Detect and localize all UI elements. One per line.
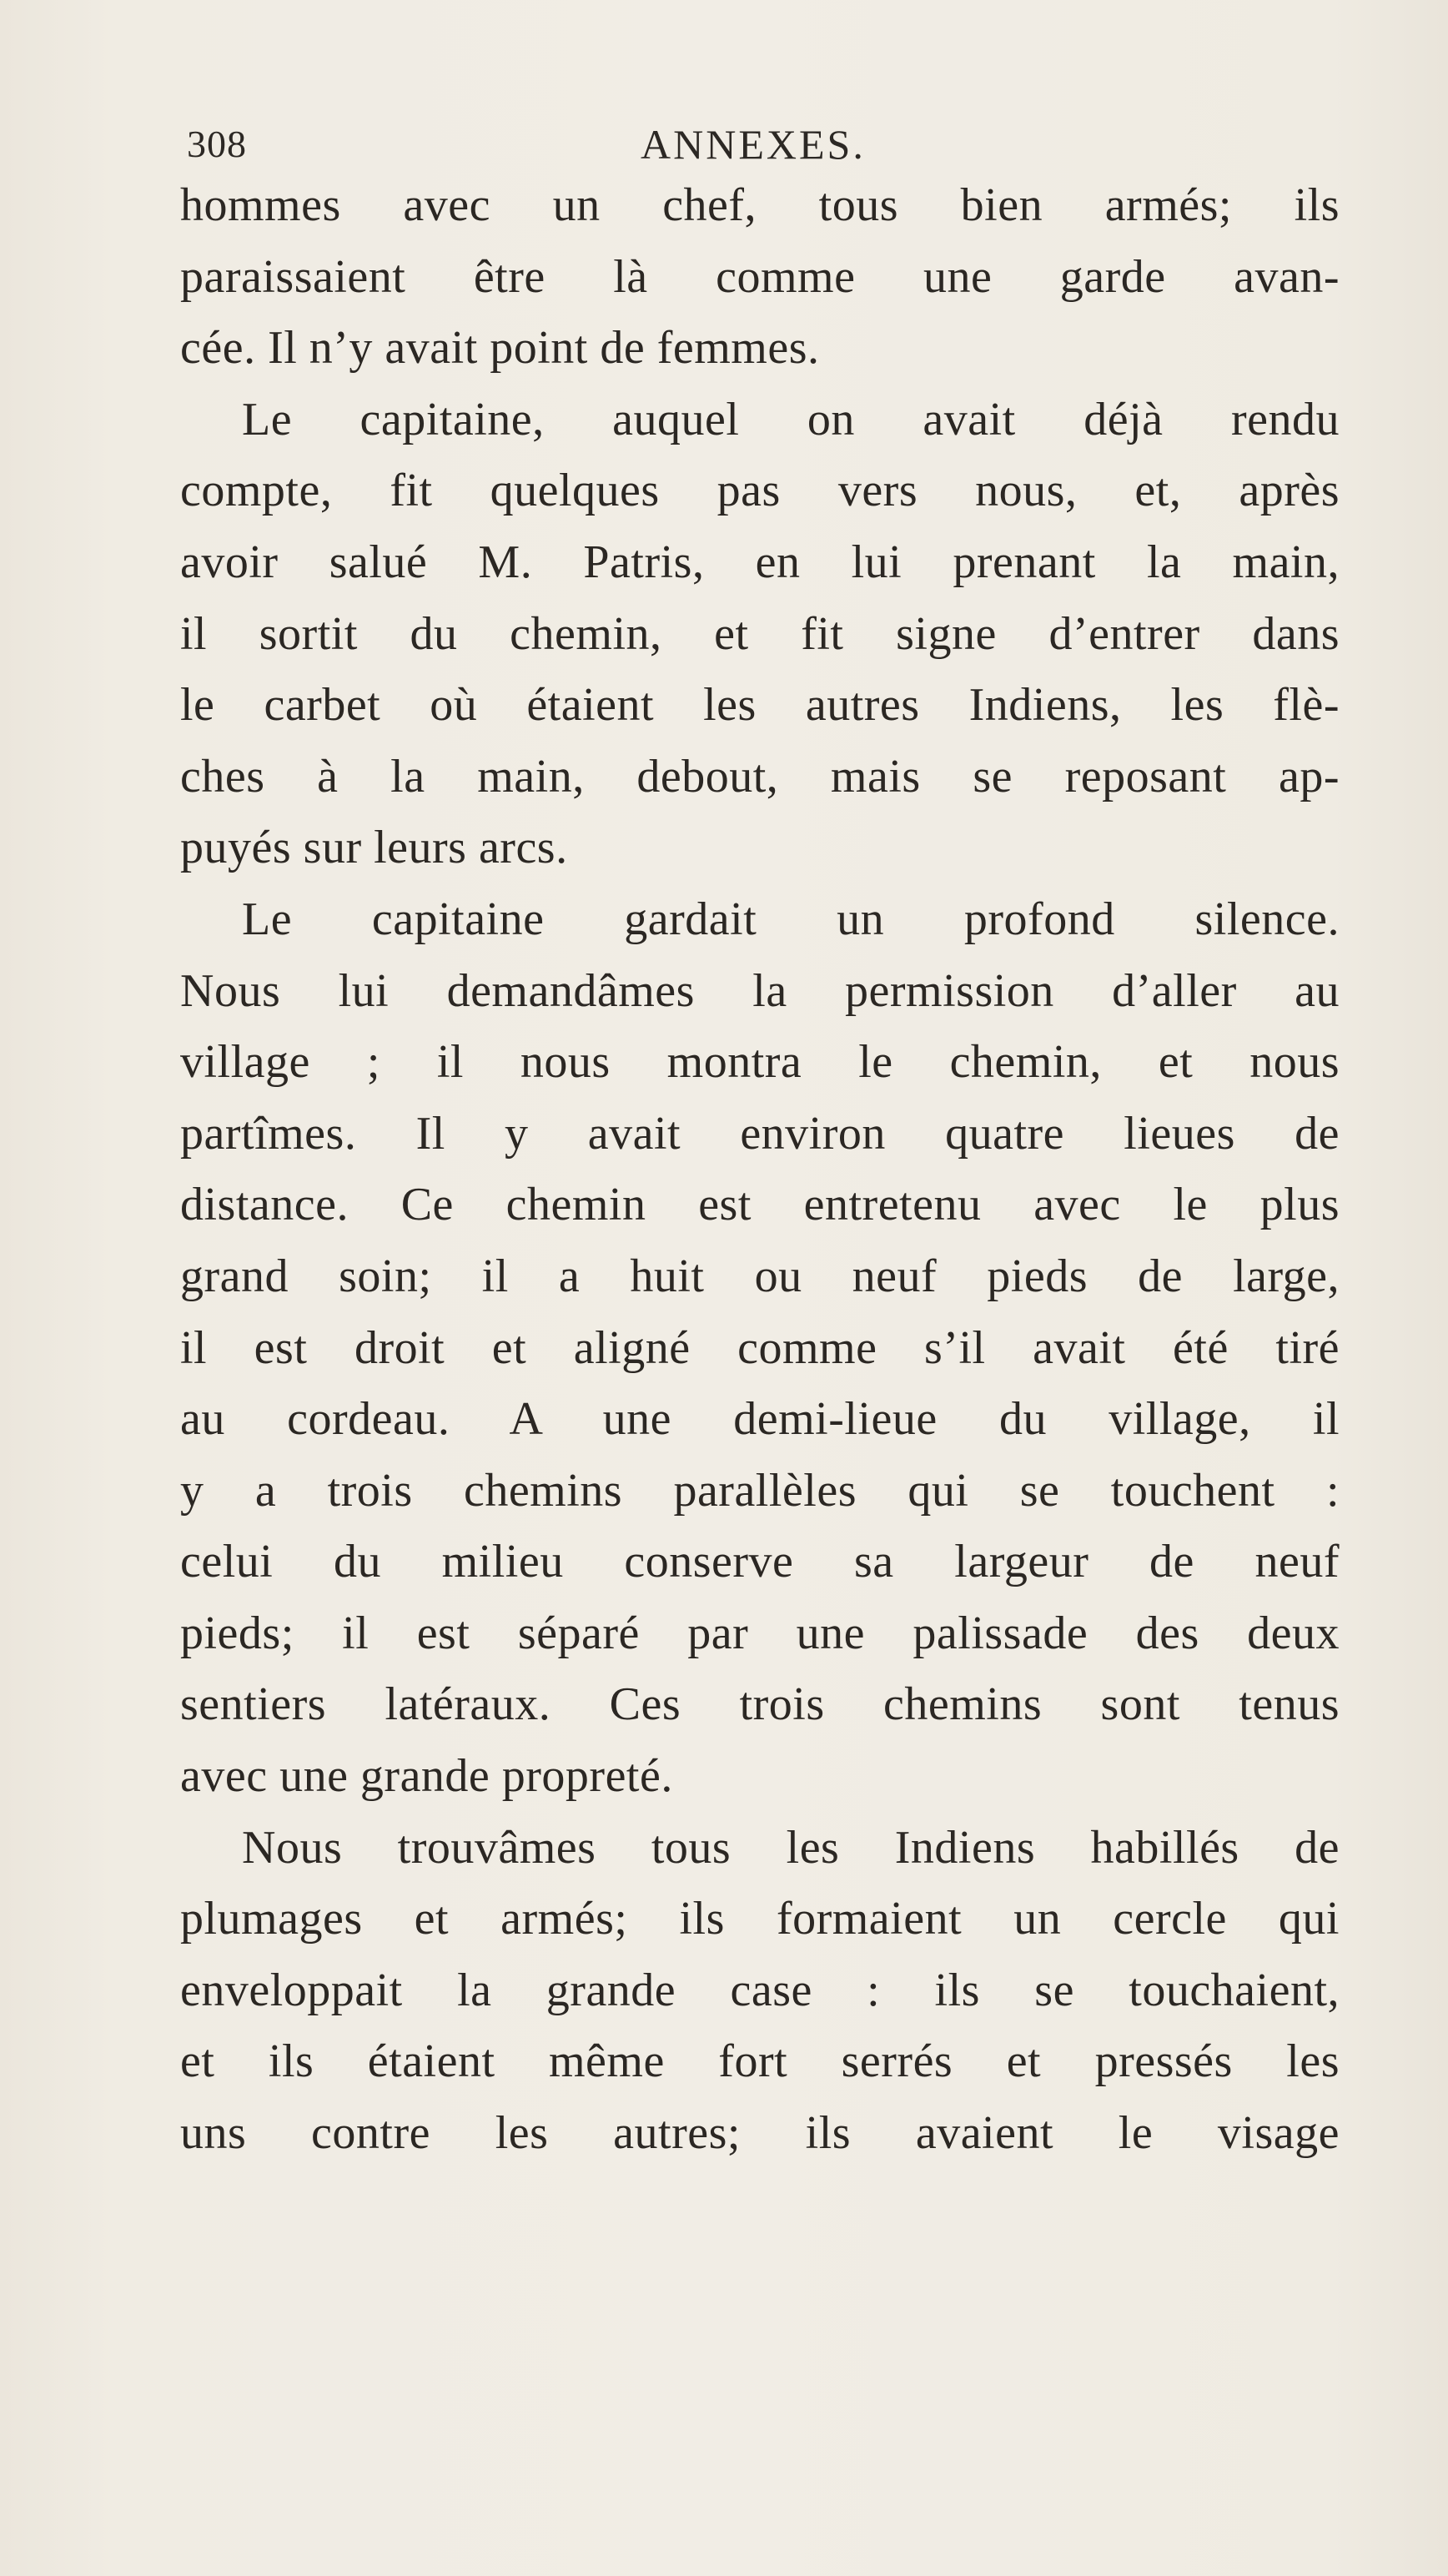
page-number: 308	[187, 123, 247, 165]
text-line: le carbet où étaient les autres Indiens, les flè-	[180, 679, 1340, 732]
running-head: ANNEXES.	[641, 121, 866, 168]
text-line: distance. Ce chemin est entretenu avec le plus	[180, 1179, 1340, 1231]
text-line: uns contre les autres; ils avaient le visage	[180, 2107, 1340, 2160]
text-line: cée. Il n’y avait point de femmes.	[180, 322, 820, 375]
text-line: et ils étaient même fort serrés et pressés les	[180, 2035, 1340, 2088]
text-line: avoir salué M. Patris, en lui prenant la main,	[180, 536, 1340, 588]
text-line: celui du milieu conserve sa largeur de neuf	[180, 1536, 1340, 1588]
text-line: avec une grande propreté.	[180, 1750, 673, 1803]
paragraph-start-line: Nous trouvâmes tous les Indiens habillés de	[242, 1821, 1340, 1874]
text-line: il est droit et aligné comme s’il avait été tiré	[180, 1321, 1340, 1374]
text-line: pieds; il est séparé par une palissade des deux	[180, 1607, 1340, 1659]
text-line: y a trois chemins parallèles qui se touchent :	[180, 1464, 1340, 1517]
text-line: compte, fit quelques pas vers nous, et, après	[180, 465, 1340, 517]
text-line: plumages et armés; ils formaient un cercle qui	[180, 1893, 1340, 1945]
text-line: Nous lui demandâmes la permission d’aller au	[180, 964, 1340, 1017]
paragraph-start-line: Le capitaine, auquel on avait déjà rendu	[242, 393, 1340, 445]
text-line: village ; il nous montra le chemin, et nous	[180, 1036, 1340, 1089]
text-line: paraissaient être là comme une garde avan-	[180, 250, 1340, 303]
text-line: grand soin; il a huit ou neuf pieds de large,	[180, 1250, 1340, 1302]
paragraph-start-line: Le capitaine gardait un profond silence.	[242, 893, 1340, 945]
text-line: enveloppait la grande case : ils se touchaient,	[180, 1964, 1340, 2016]
text-line: puyés sur leurs arcs.	[180, 822, 568, 874]
text-line: partîmes. Il y avait environ quatre lieues de	[180, 1107, 1340, 1160]
text-line: au cordeau. A une demi-lieue du village, il	[180, 1393, 1340, 1446]
text-line: hommes avec un chef, tous bien armés; ils	[180, 179, 1340, 231]
text-line: il sortit du chemin, et fit signe d’entrer dans	[180, 607, 1340, 660]
body-text	[180, 170, 1340, 2170]
page-header	[187, 122, 1355, 172]
text-line: sentiers latéraux. Ces trois chemins sont tenus	[180, 1678, 1340, 1731]
text-line: ches à la main, debout, mais se reposant ap-	[180, 750, 1340, 802]
